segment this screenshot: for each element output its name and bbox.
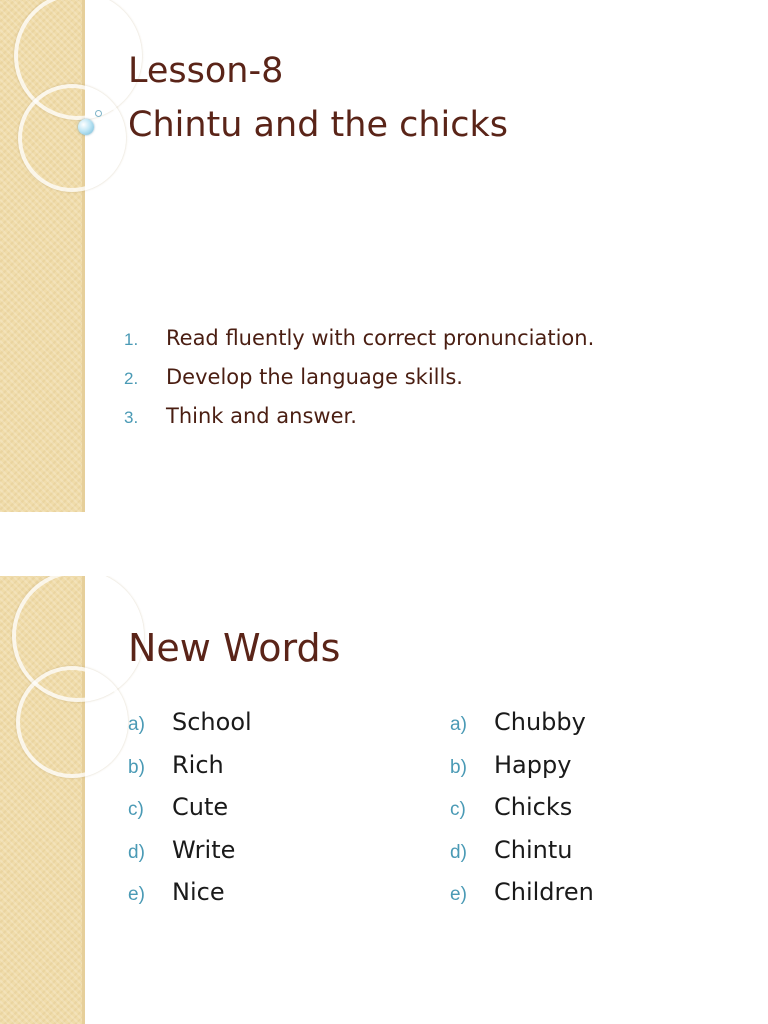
- list-marker: 1.: [124, 330, 139, 349]
- slide-separator: [0, 512, 768, 576]
- objectives-list: [124, 326, 594, 443]
- vocabulary-word: Rich: [172, 750, 224, 779]
- vocabulary-word: School: [172, 708, 252, 736]
- list-item: [450, 751, 594, 794]
- list-item: [128, 708, 252, 751]
- vocabulary-word: Happy: [494, 750, 572, 779]
- list-item: [124, 365, 594, 404]
- decorative-ring: [18, 84, 126, 192]
- list-item: [124, 326, 594, 365]
- list-marker: b): [128, 756, 145, 778]
- list-marker: c): [450, 799, 466, 820]
- list-item: [128, 751, 252, 794]
- objective-text: Think and answer.: [166, 404, 357, 428]
- lesson-number-title: Lesson-8: [128, 51, 284, 91]
- list-marker: c): [128, 799, 144, 820]
- objective-text: Read fluently with correct pronunciation.: [166, 326, 595, 350]
- vocabulary-word: Children: [494, 878, 594, 906]
- list-item: [128, 836, 252, 879]
- vocabulary-word: Chubby: [494, 708, 586, 736]
- list-marker: d): [128, 841, 145, 863]
- list-marker: 3.: [124, 408, 139, 427]
- list-marker: a): [450, 714, 467, 735]
- slide-new-words: [0, 576, 768, 1024]
- word-list-left: [128, 708, 252, 921]
- list-marker: e): [450, 884, 467, 905]
- decorative-bubble: [78, 119, 94, 135]
- list-marker: e): [128, 884, 145, 905]
- list-item: [450, 793, 594, 836]
- lesson-name-title: Chintu and the chicks: [128, 105, 508, 145]
- vocabulary-word: Chicks: [494, 793, 573, 821]
- list-item: [450, 836, 594, 879]
- vocabulary-word: Cute: [172, 793, 229, 821]
- list-item: [124, 404, 594, 443]
- list-marker: b): [450, 756, 467, 778]
- list-item: [128, 793, 252, 836]
- decorative-ring: [16, 666, 128, 778]
- decorative-bubble-small: [95, 110, 102, 117]
- objective-text: Develop the language skills.: [166, 365, 463, 389]
- vocabulary-word: Write: [172, 835, 236, 864]
- vocabulary-word: Nice: [172, 878, 225, 906]
- list-item: [128, 878, 252, 921]
- vocabulary-word: Chintu: [494, 835, 573, 864]
- word-list-right: [450, 708, 594, 921]
- list-marker: d): [450, 841, 467, 863]
- list-item: [450, 708, 594, 751]
- list-marker: a): [128, 714, 145, 735]
- new-words-title: New Words: [128, 626, 341, 670]
- list-item: [450, 878, 594, 921]
- list-marker: 2.: [124, 369, 139, 388]
